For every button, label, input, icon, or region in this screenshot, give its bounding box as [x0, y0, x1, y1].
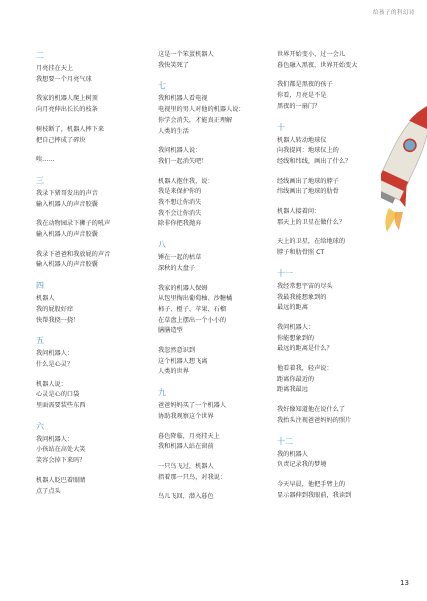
poem-line: 输入机器人的声音胶囊: [36, 261, 98, 269]
poem-line: 我不会让你消失: [158, 209, 202, 217]
poem-column-2: [158, 50, 283, 512]
poem-line: 点了点头: [36, 487, 61, 495]
poem-line: 我在动物园录下狮子的吼声: [36, 220, 111, 228]
poem-line: 我忽然意识到: [158, 347, 196, 355]
poem-line: 天上的卫星，在给地球的: [277, 238, 346, 246]
poem-line: 鸟儿飞回，潜入暮色: [158, 493, 214, 501]
stanza: [277, 405, 395, 426]
poem-line: 世界开始变小，过一会儿: [277, 51, 346, 58]
poem-line: 从包里掏出葡萄柚、沙糖橘: [158, 295, 233, 303]
poem-line: 我经常想宇宙的尽头: [277, 282, 333, 290]
poem-line: 经线和纬线，画出了什么？: [277, 157, 352, 165]
poem-line: 我录下爸爸和我放屁的声音: [36, 250, 111, 258]
poem-line: 我问机器人：: [277, 323, 315, 331]
poem-section: [36, 421, 161, 498]
poem-line: 我录下猪哥发出的声音: [36, 189, 98, 197]
poem-section: [158, 50, 283, 71]
poem-line: 爸爸妈妈买了一个机器人: [158, 402, 227, 410]
poem-line: 我们都是黑夜的孩子: [277, 81, 333, 89]
stanza: [277, 364, 395, 396]
poem-line: 小孩站在高处大笑: [36, 446, 86, 454]
poem-line: 月亮挂在天上: [36, 65, 74, 72]
poem-line: 心灵是心的口袋: [36, 391, 80, 399]
poem-line: 脖子和肋骨照 CT: [277, 249, 325, 257]
stanza: [277, 237, 395, 258]
poem-line: 暮色融入黑夜，世界开始变大: [277, 61, 358, 69]
stanza: [158, 177, 283, 231]
poem-line: 显示器伸到我眼前，我读到: [277, 491, 352, 499]
section-numeral: 七: [158, 81, 166, 91]
poem-line: 你能想象到的: [277, 334, 315, 342]
poem-line: 机器人接着问：: [277, 208, 321, 216]
poem-line: 除非你把我抛弃: [158, 220, 202, 228]
poem-line: 我们一起消失吧！: [158, 157, 208, 165]
stanza: [36, 219, 161, 240]
poem-section: [36, 280, 161, 326]
stanza: [36, 64, 161, 85]
poem-line: 向月亮伸出长长的枝条: [36, 106, 98, 114]
poem-line: 今天早晨，他把手臂上的: [277, 480, 346, 488]
poem-line: 人类的世界: [158, 368, 189, 376]
stanza: [158, 50, 283, 71]
section-numeral: 九: [158, 388, 166, 398]
poem-line: 暮色降临，月亮挂天上: [158, 432, 220, 440]
rocket-illustration: [381, 98, 427, 233]
poem-line: 把自己摔成了碎块: [36, 136, 86, 144]
poem-line: 这是一个笨蛋机器人: [158, 51, 214, 58]
poem-section: [158, 80, 283, 230]
page-number: 13: [400, 579, 409, 587]
stanza: [36, 294, 161, 326]
poem-line: 机器人: [36, 295, 55, 303]
poem-line: 什么是心灵？: [36, 360, 74, 368]
stanza: [36, 250, 161, 271]
poem-line: 他看着我，轻声说：: [277, 365, 333, 373]
stanza: [36, 380, 161, 412]
stanza: [158, 492, 283, 503]
poem-line: 我想要一个月亮气球: [36, 75, 92, 83]
stanza: [36, 125, 161, 146]
running-head: 给孩子的科幻诗: [372, 10, 415, 16]
poem-line: 里面需要装些东西: [36, 402, 86, 410]
poem-line: 机器人转动地球仪: [277, 136, 327, 144]
section-numeral: 十二: [277, 436, 293, 446]
poem-line: 经线画出了地球的脖子: [277, 177, 339, 185]
poem-line: 我问机器人说：: [158, 147, 202, 155]
poem-line: 那天上的卫星在做什么？: [277, 218, 346, 226]
poem-line: 笑容会掉下来吗？: [36, 457, 86, 465]
poem-line: 柿子、橙子、苹果、石榴: [158, 305, 227, 313]
poem-line: 我最我能想象到的: [277, 293, 327, 301]
poem-section: [36, 175, 161, 271]
poem-line: 你看，月亮是不是: [277, 92, 327, 100]
poem-line: 输入机器人的声音胶囊: [36, 200, 98, 208]
stanza: [158, 432, 283, 453]
poem-line: 我不想让你消失: [158, 199, 202, 207]
poem-line: 向我提问：地球仪上的: [277, 147, 339, 155]
poem-line: 黑夜的一扇门？: [277, 102, 321, 110]
poem-line: 一只鸟飞过，机器人: [158, 462, 214, 470]
poem-line: 距离我最远: [277, 386, 308, 394]
stanza: [36, 349, 161, 370]
poem-line: 距离你最近的: [277, 375, 315, 383]
stanza: [277, 80, 395, 112]
poem-line: 我的机器人: [277, 450, 308, 458]
poem-section: [158, 239, 283, 378]
poem-line: 协助我观察这个世界: [158, 412, 214, 420]
section-numeral: 六: [36, 421, 44, 431]
poem-section: [277, 436, 395, 502]
poem-line: 最远的距离: [277, 304, 308, 312]
poem-line: 快帮我挠一挠！: [36, 316, 80, 324]
section-numeral: 四: [36, 281, 44, 291]
section-numeral: 十: [277, 122, 285, 132]
poem-line: 这个机器人想飞离: [158, 357, 208, 365]
stanza: [158, 253, 283, 274]
poem-line: 在草盘上摆出一个小小的: [158, 316, 227, 324]
poem-column-1: [36, 50, 161, 506]
stanza: [277, 50, 395, 71]
poem-line: 我家的机器人保姆: [158, 284, 208, 292]
poem-line: 我是来保护你的: [158, 188, 202, 196]
poem-section: [277, 122, 395, 259]
poem-section: [277, 268, 395, 427]
poem-line: 机器人抱住我，说：: [158, 177, 214, 185]
stanza: [36, 189, 161, 210]
stanza: [158, 284, 283, 338]
poem-line: 唉……: [36, 156, 55, 164]
poem-section: [158, 387, 283, 503]
poem-section: [36, 50, 161, 166]
poem-line: 我家的机器人爬上树顶: [36, 95, 98, 103]
poem-line: 我的屁股好痒: [36, 305, 74, 313]
poem-line: 我和机器人站在窗前: [158, 443, 214, 451]
stanza: [158, 146, 283, 167]
poem-line: 膳膳造型: [158, 327, 183, 335]
stanza: [277, 177, 395, 198]
poem-line: 我问机器人：: [36, 435, 74, 443]
stanza: [277, 480, 395, 501]
poem-line: 你学会消失，才能真正理解: [158, 116, 233, 124]
poem-line: 人类的生活: [158, 127, 189, 135]
poem-line: 我快笑死了: [158, 61, 189, 69]
section-numeral: 二: [36, 51, 44, 60]
poem-line: 纬线画出了地球的肋骨: [277, 188, 339, 196]
poem-column-3: [277, 50, 395, 510]
poem-line: 机器人眨巴着眼睛: [36, 476, 86, 484]
stanza: [36, 94, 161, 115]
stanza: [277, 136, 395, 168]
poem-line: 锤在一起的枯草: [158, 254, 202, 262]
section-numeral: 十一: [277, 268, 293, 278]
stanza: [36, 155, 161, 166]
poem-line: 电视里的男人对他的机器人说：: [158, 106, 245, 114]
poem-line: 我抬头注视爸爸妈妈的照片: [277, 416, 352, 424]
stanza: [158, 346, 283, 378]
section-numeral: 八: [158, 240, 166, 250]
poem-line: 我好像知道他在说什么了: [277, 406, 346, 414]
poem-line: 指着那一只鸟，对我说：: [158, 473, 227, 481]
section-numeral: 三: [36, 175, 44, 185]
stanza: [277, 450, 395, 471]
poem-line: 输入机器人的声音胶囊: [36, 231, 98, 239]
poem-line: 负责记录我的梦境: [277, 461, 327, 469]
stanza: [158, 94, 283, 137]
stanza: [36, 476, 161, 497]
stanza: [277, 323, 395, 355]
stanza: [158, 401, 283, 422]
poem-line: 最远的距离是什么？: [277, 345, 333, 353]
stanza: [277, 282, 395, 314]
poem-section: [36, 335, 161, 412]
stanza: [277, 207, 395, 228]
poem-line: 我和机器人看电视: [158, 95, 208, 103]
section-numeral: 五: [36, 336, 44, 346]
poem-line: 树枝断了，机器人摔下来: [36, 125, 105, 133]
poem-section: [277, 50, 395, 113]
poem-line: 我问机器人：: [36, 350, 74, 358]
stanza: [36, 435, 161, 467]
poem-line: 机器人说：: [36, 380, 67, 388]
poem-line: 深秋的大盘子: [158, 264, 196, 272]
stanza: [158, 462, 283, 483]
